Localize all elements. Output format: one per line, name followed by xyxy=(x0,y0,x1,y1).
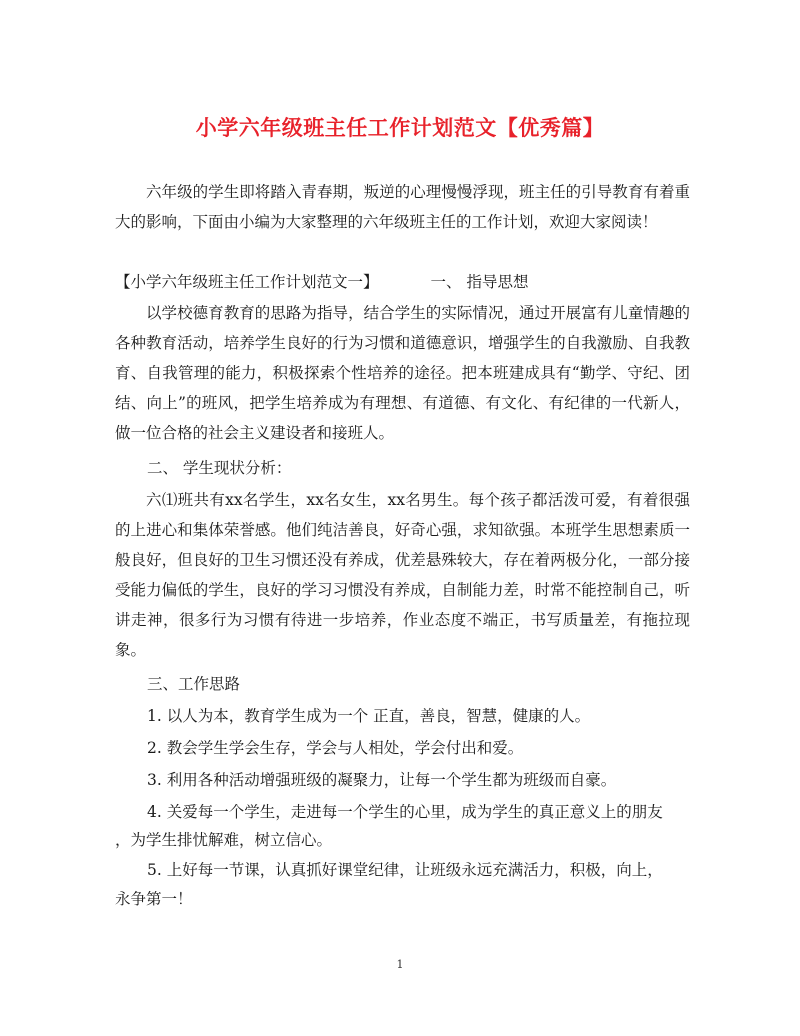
list-item-5-line-2: 永争第一！ xyxy=(115,890,193,908)
list-item-5-line-1: 5. 上好每一节课，认真抓好课堂纪律，让班级永远充满活力，积极，向上， xyxy=(147,861,663,879)
student-status-paragraph: 六⑴班共有xx名学生，xx名女生，xx名男生。每个孩子都活泼可爱，有着很强的上进心和集体荣誉感。他们纯洁善良，好奇心强，求知欲强。本班学生思想素质一般良好，但良好的卫生习惯还没有养成，优差悬殊较大，存在着两极分化，一部分接受能力偏低的学生，良好的学习习惯没有养成，自制能力差，时常不能控制自己，听讲走神，很多行为习惯有待进一步培养，作业态度不端正，书写质量差，有拖拉现象。 xyxy=(115,491,690,659)
section-line xyxy=(115,267,700,297)
guiding-thought-paragraph: 以学校德育教育的思路为指导，结合学生的实际情况，通过开展富有儿童情趣的各种教育活动，培养学生良好的行为习惯和道德意识，增强学生的自我激励、自我教育、自我管理的能力，积极探索个性培养的途径。把本班建成具有“勤学、守纪、团结、向上”的班风，把学生培养成为有理想、有道德、有文化、有纪律的一代新人，做一位合格的社会主义建设者和接班人。 xyxy=(115,304,690,442)
section-label: 【小学六年级班主任工作计划范文一】 xyxy=(115,273,379,291)
heading-student-status: 二、 学生现状分析： xyxy=(147,459,292,477)
list-item-4-line-2: ，为学生排忧解难，树立信心。 xyxy=(115,831,333,849)
list-item-1: 1. 以人为本，教育学生成为一个 正直，善良，智慧，健康的人。 xyxy=(147,707,591,725)
document-title: 小学六年级班主任工作计划范文【优秀篇】 xyxy=(195,115,605,140)
list-item-4-line-1: 4. 关爱每一个学生，走进每一个学生的心里，成为学生的真正意义上的朋友 xyxy=(147,803,663,821)
heading-guiding-thought: 一、 指导思想 xyxy=(430,273,529,291)
list-item-3: 3. 利用各种活动增强班级的凝聚力，让每一个学生都为班级而自豪。 xyxy=(147,771,617,789)
intro-paragraph: 六年级的学生即将踏入青春期，叛逆的心理慢慢浮现，班主任的引导教育有着重大的影响，下面由小编为大家整理的六年级班主任的工作计划，欢迎大家阅读！ xyxy=(115,183,690,231)
page-number: 1 xyxy=(396,958,404,971)
heading-work-approach: 三、工作思路 xyxy=(147,675,241,693)
list-item-2: 2. 教会学生学会生存，学会与人相处，学会付出和爱。 xyxy=(147,739,524,757)
